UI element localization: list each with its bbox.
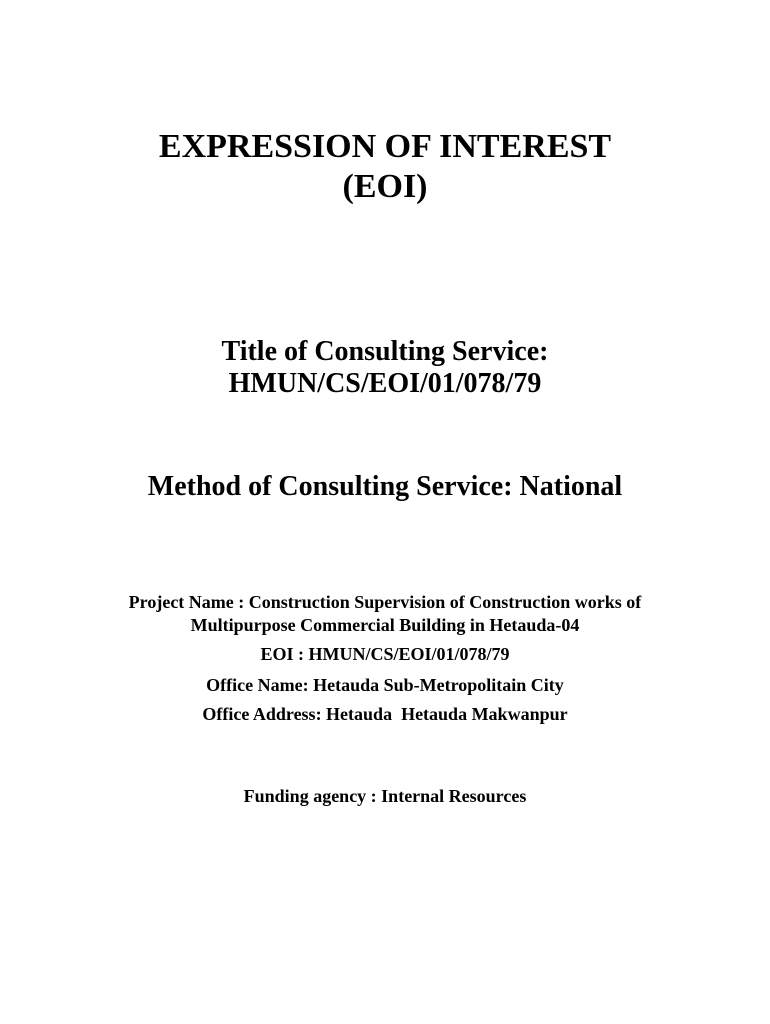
office-name: Office Name: Hetauda Sub-Metropolitain City bbox=[206, 675, 564, 695]
project-name-line2: Multipurpose Commercial Building in Hetauda-04 bbox=[190, 615, 580, 635]
document-title-line2: (EOI) bbox=[342, 168, 428, 205]
project-name-line1: Project Name : Construction Supervision of Construction works of bbox=[128, 592, 642, 612]
service-title-code: HMUN/CS/EOI/01/078/79 bbox=[228, 368, 542, 399]
service-title-label: Title of Consulting Service: bbox=[221, 336, 549, 367]
document-title-line1: EXPRESSION OF INTEREST bbox=[158, 128, 612, 165]
funding-agency: Funding agency : Internal Resources bbox=[243, 786, 527, 806]
office-address: Office Address: Hetauda Hetauda Makwanpur bbox=[202, 704, 568, 724]
eoi-number: EOI : HMUN/CS/EOI/01/078/79 bbox=[260, 644, 510, 664]
consulting-method: Method of Consulting Service: National bbox=[147, 471, 623, 502]
